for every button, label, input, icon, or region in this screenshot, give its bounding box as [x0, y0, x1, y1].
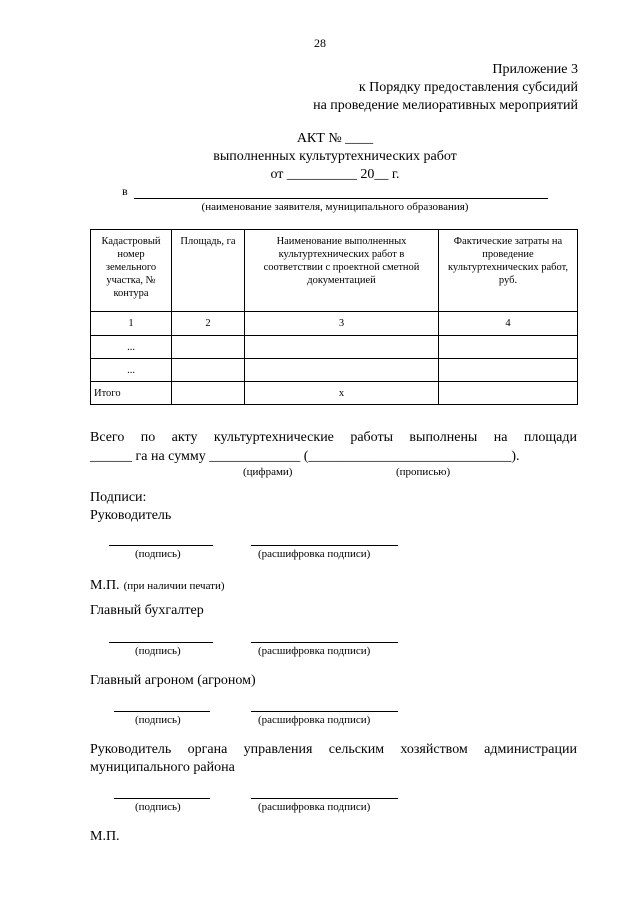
works-table: [90, 229, 578, 405]
column-number: 1: [91, 312, 172, 336]
agronomist-decode-line: [251, 711, 398, 712]
table-total-row: [91, 382, 578, 405]
accountant-decode-line: [251, 642, 398, 643]
summary-line-2: ______ га на сумму _____________ (_____________________________).: [90, 449, 520, 464]
accountant-signature-line: [109, 642, 213, 643]
column-number: 3: [245, 312, 439, 336]
caption-digits: (цифрами): [243, 466, 293, 478]
table-cell: [172, 336, 245, 359]
header-area: Площадь, га: [172, 230, 245, 312]
table-cell: [172, 382, 245, 405]
caption-words: (прописью): [396, 466, 451, 478]
annex-line-2: к Порядку предоставления субсидий: [358, 80, 578, 95]
table-header-row: [91, 230, 578, 312]
annex-line-3: на проведение мелиоративных мероприятий: [313, 98, 578, 113]
head-label: Руководитель: [90, 508, 172, 523]
page-number: 28: [314, 36, 326, 50]
table-number-row: [91, 312, 578, 336]
header-works: Наименование выполненных культуртехнических работ в соответствии с проектной сметной документацией: [245, 230, 439, 312]
header-costs: Фактические затраты на проведение культуртехнических работ, руб.: [439, 230, 578, 312]
decode-caption: (расшифровка подписи): [258, 714, 371, 726]
table-cell: [245, 359, 439, 382]
act-subtitle: выполненных культуртехнических работ: [213, 149, 457, 164]
act-date: от __________ 20__ г.: [270, 167, 400, 182]
sign-caption: (подпись): [135, 548, 181, 560]
sign-caption: (подпись): [135, 645, 181, 657]
decode-caption: (расшифровка подписи): [258, 645, 371, 657]
column-number: 4: [439, 312, 578, 336]
applicant-prefix: в: [122, 184, 128, 198]
signatures-heading: Подписи:: [90, 490, 147, 505]
final-stamp-label: М.П.: [90, 829, 120, 844]
annex-line-1: Приложение 3: [492, 62, 578, 77]
sign-caption: (подпись): [135, 714, 181, 726]
total-works-mark: x: [245, 382, 439, 405]
table-row: [91, 336, 578, 359]
table-cell: [439, 382, 578, 405]
stamp-condition: (при наличии печати): [123, 580, 225, 592]
authority-label-line-1: Руководитель органа управления сельским хозяйством администрации: [90, 742, 577, 757]
agronomist-signature-line: [114, 711, 210, 712]
head-signature-line: [109, 545, 213, 546]
table-cell: ...: [91, 336, 172, 359]
act-title: АКТ № ____: [296, 131, 374, 146]
agronomist-label: Главный агроном (агроном): [90, 673, 256, 688]
table-cell: [439, 359, 578, 382]
decode-caption: (расшифровка подписи): [258, 548, 371, 560]
stamp-label: М.П.: [90, 578, 120, 593]
table-row: [91, 359, 578, 382]
column-number: 2: [172, 312, 245, 336]
authority-signature-line: [114, 798, 210, 799]
table-cell: ...: [91, 359, 172, 382]
applicant-caption: (наименование заявителя, муниципального образования): [201, 201, 469, 213]
header-cadastral: Кадастровый номер земельного участка, № контура: [91, 230, 172, 312]
applicant-fill-line: [134, 198, 548, 199]
authority-decode-line: [251, 798, 398, 799]
decode-caption: (расшифровка подписи): [258, 801, 371, 813]
authority-label-line-2: муниципального района: [90, 760, 235, 775]
table-cell: [245, 336, 439, 359]
table-cell: [439, 336, 578, 359]
head-decode-line: [251, 545, 398, 546]
total-label: Итого: [91, 382, 172, 405]
stamp-note: [90, 576, 225, 594]
sign-caption: (подпись): [135, 801, 181, 813]
table-cell: [172, 359, 245, 382]
summary-line-1: Всего по акту культуртехнические работы выполнены на площади: [90, 430, 577, 445]
accountant-label: Главный бухгалтер: [90, 603, 204, 618]
